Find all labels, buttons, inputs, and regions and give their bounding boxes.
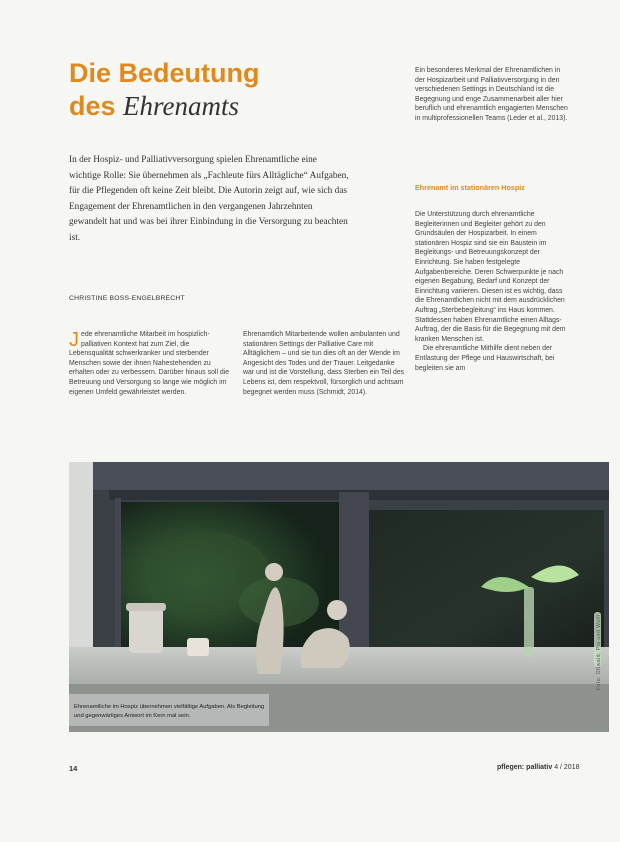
journal-issue: 4 / 2018 bbox=[554, 764, 580, 771]
column3-paragraph-1: Die Unterstützung durch ehrenamtliche Begleiterinnen und Begleiter gehört zu den Grundsäulen der Hospizarbeit. In einem stationären Hospiz sind sie ein Baustein im Begleitungs- und Betreuungskonzept der Einrichtung. Sie haben festgelegte Aufgabenbereiche. Deren Schwerpunkte je nach eigenen Begabung, Bedarf und Konzept der Einrichtung variieren. Diesen ist es wichtig, dass die Ehrenamtlichen nicht mit dem ausdrücklichen Auftrag „Sterbebegleitung“ ins Haus kommen. Stattdessen haben Ehrenamtliche einen Alltags-Auftrag, der die Basis für die Begegnung mit dem kranken Menschen ist. bbox=[415, 211, 566, 343]
column1-paragraph bbox=[69, 330, 233, 397]
article-title-line1: Die Bedeutung bbox=[69, 58, 260, 88]
section-subheading: Ehrenamt im stationären Hospiz bbox=[415, 183, 525, 192]
lead-text: In der Hospiz- und Palliativversorgung spielen Ehrenamtliche eine wichtige Rolle: Sie übernehmen als „Fachleute fürs Alltägliche“ Aufgaben, für die Pflegenden oft keine Zeit bleibt. Die Autorin zeigt auf, wie sich das Engagement der Ehrenamtlichen in den vergangenen Jahrzehnten gewandelt hat und was bei ihrer Einbindung in die Versorgung zu beachten ist. bbox=[69, 155, 349, 243]
column3-intro: Ein besonderes Merkmal der Ehrenamtlichen in der Hospizarbeit und Palliativversorgung in den verschiedenen Settings in Deutschland ist die Begegnung und enge Zusammenarbeit aller hier beruflich und ehrenamtlich engagierten Menschen in multiprofessionellen Teams (Leder et al., 2013). bbox=[415, 67, 568, 122]
photo-caption-text: Ehrenamtliche im Hospiz übernehmen vielfältige Aufgaben. Als Begleitung und gegenwärtiges Antwort im Kern mal sein. bbox=[74, 704, 265, 719]
article-title-line2 bbox=[69, 92, 239, 120]
journal-footer bbox=[497, 764, 580, 771]
page-number: 14 bbox=[69, 764, 78, 773]
body-column-3-intro bbox=[415, 66, 571, 124]
article-lead bbox=[69, 153, 349, 246]
journal-name: pflegen: palliativ bbox=[497, 764, 553, 771]
body-column-1 bbox=[69, 330, 233, 397]
drop-cap: J bbox=[69, 329, 79, 351]
body-column-3 bbox=[415, 210, 571, 373]
column2-text: Ehrenamtlich Mitarbeitende wollen ambulanten und stationären Settings der Palliative Care mit Alltäglichem – und sie tun dies oft an der Wende im Angesicht des Todes und der Trauer. Leitgedanke war und ist die Vorstellung, dass Sterben ein Teil des Lebens ist, dem respektvoll, fürsorglich und achtsam begegnet werden muss (Schmidt, 2014). bbox=[243, 331, 405, 396]
column1-text: ede ehrenamtliche Mitarbeit im hospizlich-palliativen Kontext hat zum Ziel, die Lebensqualität schwerkranker und sterbender Menschen sowie der ihnen Nahestehenden zu erhalten oder zu verbessern. Darüber hinaus soll die Betreuung und Versorgung so lange wie möglich im eigenen Umfeld gewährleistet werden. bbox=[69, 331, 230, 396]
article-title-word-ehrenamts: Ehrenamts bbox=[123, 91, 240, 121]
photo-caption bbox=[74, 703, 274, 720]
article-photo bbox=[69, 462, 609, 732]
column3-paragraph-2: Die ehrenamtliche Mithilfe dient neben der Entlastung der Pflege und Hauswirtschaft, bei begleiten sie am bbox=[415, 345, 555, 372]
article-title-word-des: des bbox=[69, 91, 124, 121]
body-column-2 bbox=[243, 330, 407, 397]
photo-credit: Foto: Oßwald, Pia und Wolff bbox=[596, 614, 602, 690]
article-author: CHRISTINE BOSS-ENGELBRECHT bbox=[69, 295, 185, 302]
photo-windowsill-sculptures bbox=[69, 462, 609, 732]
